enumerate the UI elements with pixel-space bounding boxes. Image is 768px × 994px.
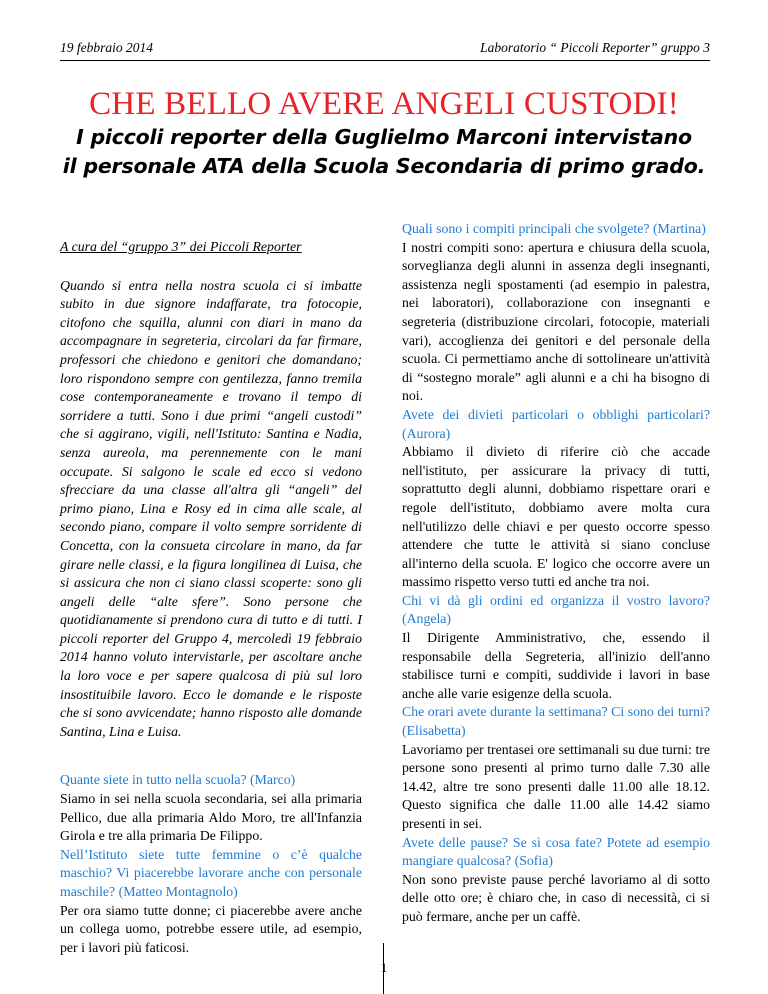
answer-1: Siamo in sei nella scuola secondaria, sei alla primaria Pellico, due alla primaria Aldo Moro, tre all'Infanzia Girola e tre alla primaria De Filippo.	[60, 791, 362, 844]
article-subtitle	[0, 123, 768, 181]
article-title: CHE BELLO AVERE ANGELI CUSTODI!	[89, 86, 679, 122]
subtitle-line-2: il personale ATA della Scuola Secondaria di primo grado.	[62, 154, 706, 178]
subtitle-line-1: I piccoli reporter della Guglielmo Marconi intervistano	[76, 125, 692, 149]
intro-paragraph: Quando si entra nella nostra scuola ci si imbatte subito in due signore indaffarate, tra fotocopie, citofono che squilla, alunni con diari in mano da accompagnare in segreteria, circolari da far firmare, professori che chiedono e genitori che domandano; loro rispondono sempre con gentilezza, fanno tremila cose contemporaneamente e trovano il tempo di sorridere a tutti. Sono i due primi “angeli custodi” che si aggirano, vigili, nell'Istituto: Santina e Nadia, senza aureola, ma perennemente con le mani occupate. Si salgono le scale ed ecco si vedono sfrecciare da una classe all'altra gli “angeli” del primo piano, Lina e Rosy ed in cima alle scale, al secondo piano, compare il volto sempre sorridente di Concetta, con la consueta circolare in mano, da far girare nelle classi, e la figura longilinea di Luisa, che si assicura che non ci siano classi scoperte: sono gli angeli delle “alte sfere”. Sono persone che quotidianamente si prendono cura di tutto e di tutti. I piccoli reporter del Gruppo 4, mercoledì 19 febbraio 2014 hanno voluto intervistarle, per ascoltare anche la loro voce e per sapere qualcosa di più sul loro insostituibile lavoro. Ecco le domande e le risposte che si sono avvicendate; hanno risposto alle domande Santina, Lina e Luisa.	[60, 277, 362, 739]
question-5: Chi vi dà gli ordini ed organizza il vostro lavoro? (Angela)	[402, 592, 710, 627]
header-lab-title: Laboratorio “ Piccoli Reporter” gruppo 3	[480, 40, 710, 55]
question-4: Avete dei divieti particolari o obblighi particolari? (Aurora)	[402, 406, 710, 441]
question-6: Che orari avete durante la settimana? Ci sono dei turni? (Elisabetta)	[402, 704, 710, 739]
header-date: 19 febbraio 2014	[60, 40, 153, 55]
page-header	[60, 40, 710, 60]
header-divider	[60, 60, 710, 61]
right-column	[402, 220, 710, 927]
question-2: Nell’Istituto siete tutte femmine o c’è qualche maschio? Vi piacerebbe lavorare anche con personale maschile? (Matteo Montagnolo)	[60, 846, 362, 899]
answer-5: Il Dirigente Amministrativo, che, essendo il responsabile della Segreteria, all'inizio dell'anno stabilisce turni e compiti, suddivide i lavori in base anche alle varie esigenze della scuola.	[402, 630, 710, 701]
answer-6: Lavoriamo per trentasei ore settimanali su due turni: tre persone sono presenti al primo turno dalle 7.30 alle 14.42, altre tre sono presenti dalle 11.00 alle 18.12. Questo significa che dalle 11.00 alle 14.42 siamo presenti in sei.	[402, 741, 710, 831]
answer-4: Abbiamo il divieto di riferire ciò che accade nell'istituto, per assicurare la privacy di tutti, soprattutto degli alunni, dobbiamo rispettare orari e regole dell'istituto, dobbiamo avere molta cura nell'utilizzo delle chiavi e per questo occorre spesso attendere che tutte le attività si siano concluse all'interno della scuola. E' logico che occorre avere un massimo rispetto verso tutti ed anche tra noi.	[402, 444, 710, 590]
answer-7: Non sono previste pause perché lavoriamo al di sotto delle otto ore; è chiaro che, in caso di necessità, ci si può fermare, anche per un caffè.	[402, 871, 710, 924]
question-7: Avete delle pause? Se sì cosa fate? Potete ad esempio mangiare qualcosa? (Sofia)	[402, 834, 710, 869]
answer-2: Per ora siamo tutte donne; ci piacerebbe avere anche un collega uomo, potrebbe essere utile, ad esempio, per i lavori più faticosi.	[60, 902, 362, 955]
question-1: Quante siete in tutto nella scuola? (Marco)	[60, 772, 296, 788]
left-column	[60, 238, 362, 957]
page-number: 1	[380, 960, 388, 975]
answer-3: I nostri compiti sono: apertura e chiusura della scuola, sorveglianza degli alunni in assenza degli insegnanti, assistenza negli spostamenti (ad esempio in palestra, nei laboratori), collaborazione con insegnanti e segreteria (distribuzione circolari, fotocopie, materiali vari), accoglienza dei genitori e del personale della scuola. Ci permettiamo anche di sottolineare un'attività di “sostegno morale” agli alunni e a chi ha bisogno di noi.	[402, 239, 710, 404]
byline: A cura del “gruppo 3” dei Piccoli Reporter	[60, 239, 302, 254]
question-3: Quali sono i compiti principali che svolgete? (Martina)	[402, 221, 706, 236]
